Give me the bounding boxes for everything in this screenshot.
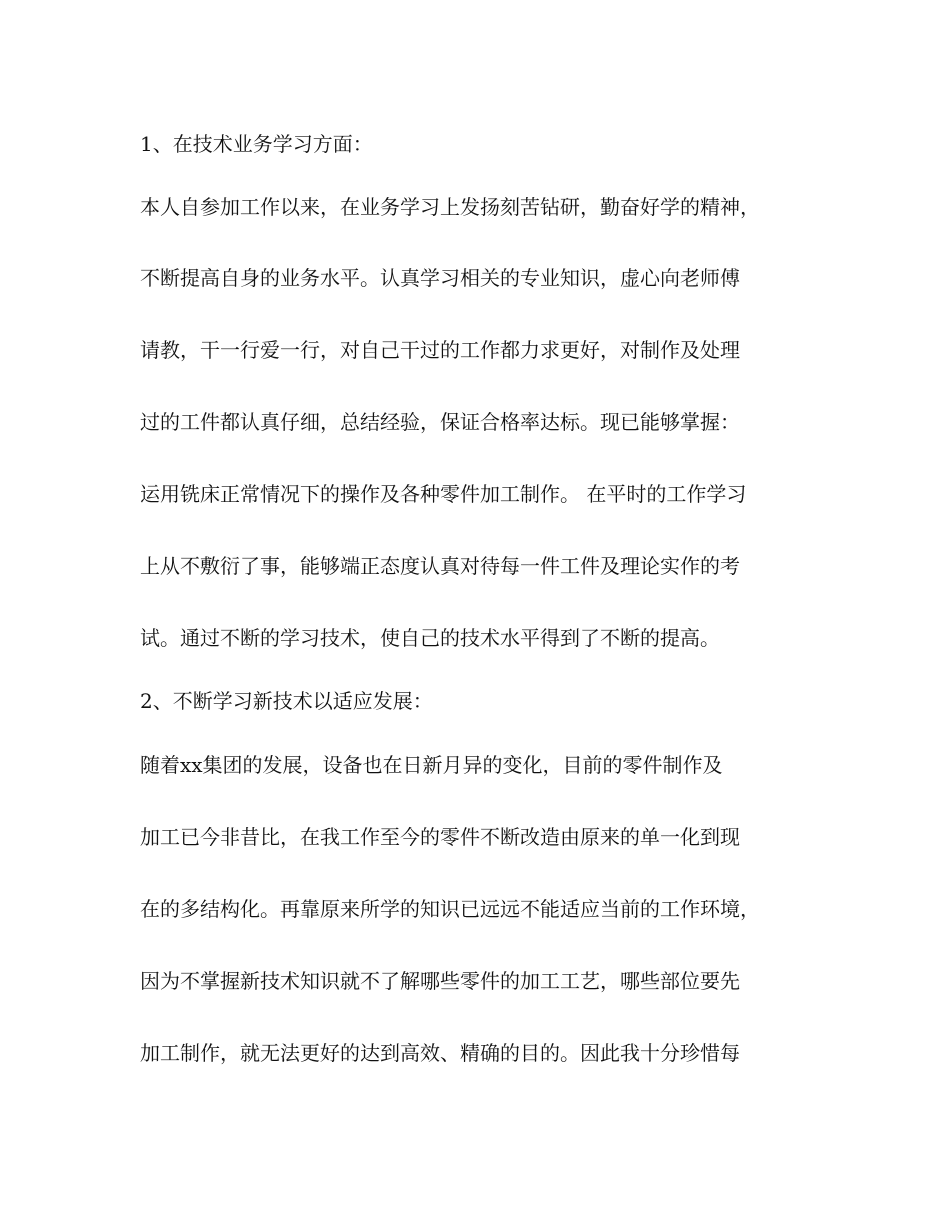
section-heading-1: 1、在技术业务学习方面： [140, 132, 373, 156]
paragraph-line: 试。通过不断的学习技术，使自己的技术水平得到了不断的提高。 [140, 626, 720, 650]
paragraph-line: 运用铣床正常情况下的操作及各种零件加工制作。 在平时的工作学习 [140, 482, 747, 506]
paragraph-line: 不断提高自身的业务水平。认真学习相关的专业知识，虚心向老师傅 [140, 266, 740, 290]
paragraph-line: 随着xx集团的发展，设备也在日新月异的变化，目前的零件制作及 [140, 753, 723, 777]
paragraph-line: 加工已今非昔比，在我工作至今的零件不断改造由原来的单一化到现 [140, 825, 740, 849]
paragraph-line: 上从不敷衍了事，能够端正态度认真对待每一件工件及理论实作的考 [140, 554, 740, 578]
paragraph-line: 因为不掌握新技术知识就不了解哪些零件的加工工艺，哪些部位要先 [140, 969, 740, 993]
paragraph-line: 过的工件都认真仔细，总结经验，保证合格率达标。现已能够掌握： [140, 410, 740, 434]
paragraph-line: 请教，干一行爱一行，对自己干过的工作都力求更好，对制作及处理 [140, 338, 740, 362]
paragraph-line: 加工制作，就无法更好的达到高效、精确的目的。因此我十分珍惜每 [140, 1041, 740, 1065]
section-heading-2: 2、不断学习新技术以适应发展： [140, 689, 433, 713]
paragraph-line: 本人自参加工作以来，在业务学习上发扬刻苦钻研，勤奋好学的精神， [140, 195, 760, 219]
paragraph-line: 在的多结构化。再靠原来所学的知识已远远不能适应当前的工作环境， [140, 897, 760, 921]
